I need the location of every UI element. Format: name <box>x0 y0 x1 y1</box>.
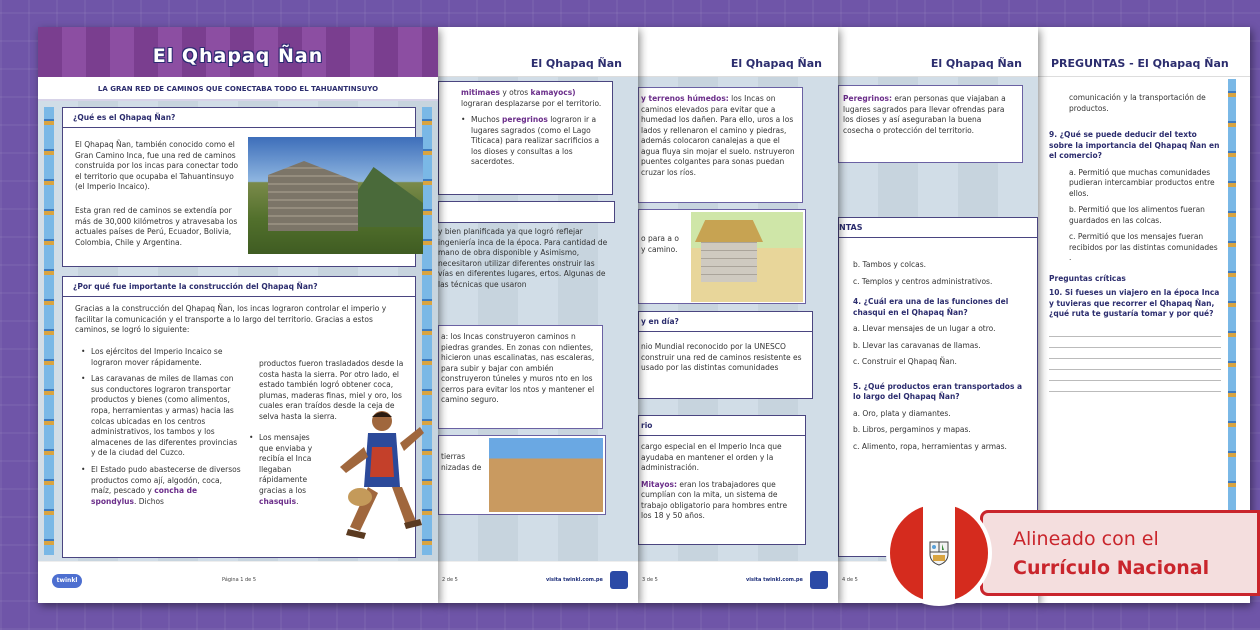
page-footer <box>438 561 638 603</box>
page-footer <box>638 561 838 603</box>
critical-questions-heading: Preguntas críticas <box>1049 273 1126 283</box>
page-3 <box>638 27 838 603</box>
website-link[interactable]: visita twinkl.com.pe <box>546 577 603 583</box>
section-heading: NTAS <box>839 218 1037 238</box>
paragraph: El Qhapaq Ñan, también conocido como el Gran Camino Inca, fue una red de caminos construida por los incas para conectar todo el territorio que ocupaba el Tahuantinsuyo (el Imperio Incaico). <box>75 140 239 192</box>
technique-text: los Incas on caminos elevados para evitar que a humedad los dañen. Para ello, uros a los lados y rellenaron el camino y piedras, además colocaron canalejas a que el agua fluya sin mojar el suelo. nstruyeron puentes colgantes para sonas puedan cruzar los ríos. <box>641 94 795 177</box>
technique-text: a: los Incas construyeron caminos n piedras grandes. En zonas con ndientes, hicieron unas escalinatas, nas escaleras, para subir y bajar con ambién construyeron túneles y muros nto en los cerros para evitar los ntos y mantener el camino seguro. <box>441 332 595 404</box>
page-title: El Qhapaq Ñan <box>152 45 324 67</box>
question-10: 10. Si fueses un viajero en la época Inca y tuvieras que recorrer el Qhapaq Ñan, ¿qué ruta te gustaría tomar y por qué? <box>1049 288 1220 318</box>
q5-option-a[interactable]: a. Oro, plata y diamantes. <box>853 408 951 418</box>
coat-of-arms-icon <box>928 540 950 566</box>
twinkl-logo: twinkl <box>52 574 82 588</box>
glossary-box <box>638 415 806 545</box>
q4-option-c[interactable]: c. Construir el Qhapaq Ñan. <box>853 357 957 366</box>
seal-icon <box>810 571 828 589</box>
question-9: 9. ¿Qué se puede deducir del texto sobre la importancia del Qhapaq Ñan en el comercio? <box>1049 130 1220 160</box>
bullet-peregrinos: • Muchos peregrinos lograron ir a lugares sagrados (como el Lago Titicaca) para realizar sacrificios a los dioses y consultas a los sacerdotes. <box>461 115 600 166</box>
option-a[interactable]: a. Permitió que muchas comunidades pudieran intercambiar productos entre ellos. <box>1069 167 1215 198</box>
question-4: 4. ¿Cuál era una de las funciones del chasqui en el Qhapaq Ñan? <box>853 297 1009 317</box>
page-header <box>838 27 1038 77</box>
chasqui-illustration <box>320 407 430 549</box>
bullet-item: • El Estado pudo abastecerse de diversos productos como ají, algodón, coca, maíz, pescado y concha de spondylus. Dichos <box>81 465 241 507</box>
page-1 <box>38 27 438 603</box>
today-heading: y en día? <box>639 312 812 332</box>
tambo-image <box>691 212 803 302</box>
decorative-strip <box>44 107 54 555</box>
term-peregrinos: Peregrinos: <box>843 94 892 103</box>
term-mitayos: Mitayos: <box>641 479 677 489</box>
decorative-strip <box>1228 79 1236 563</box>
page-2 <box>438 27 638 603</box>
q5-option-c[interactable]: c. Alimento, ropa, herramientas y armas. <box>853 441 1007 451</box>
question-8-remainder: comunicación y la transportación de productos. <box>1069 93 1206 113</box>
bullet-list <box>81 347 241 513</box>
glossary-text: cargo especial en el Imperio Inca que ayudaba en mantener el orden y la administración. <box>641 442 782 472</box>
continuation-box <box>438 81 613 195</box>
continuation-text: lograran desplazarse por el territorio. <box>461 98 602 108</box>
option-b[interactable]: b. Tambos y colcas. <box>853 260 927 269</box>
today-text: nio Mundial reconocido por la UNESCO construir una red de caminos resistente es usado por las distintas comunidades <box>641 342 802 372</box>
bullet-list <box>249 433 319 513</box>
term-mitayos-def: eran los trabajadores que cumplían con la mita, un sistema de trabajo obligatorio para hombres entre los 18 y 50 años. <box>641 479 788 520</box>
glossary-box <box>838 85 1023 163</box>
page-header-title: PREGUNTAS - El Qhapaq Ñan <box>1051 57 1229 70</box>
page-header-title: El Qhapaq Ñan <box>730 57 822 70</box>
section-heading: ¿Por qué fue importante la construcción del Qhapaq Ñan? <box>63 277 415 297</box>
page-header <box>438 27 638 77</box>
bullet-item: • Los mensajes que enviaba y recibía el Inca llegaban rápidamente gracias a los chasquis. <box>249 433 319 507</box>
term-peregrinos-def: eran personas que viajaban a lugares sagrados para llevar ofrendas para los dioses y así aseguraban la buena cosecha o protección del territorio. <box>843 94 1006 135</box>
q4-option-a[interactable]: a. Llevar mensajes de un lugar a otro. <box>853 324 996 333</box>
section-heading: ¿Qué es el Qhapaq Ñan? <box>63 108 415 128</box>
technique-box <box>438 325 603 429</box>
tambo-text: o para a o y camino. <box>641 234 679 254</box>
q5-option-b[interactable]: b. Libros, pergaminos y mapas. <box>853 425 971 434</box>
page-number: Página 1 de 5 <box>222 577 257 583</box>
section-bar <box>438 201 615 223</box>
technique-box <box>638 87 803 203</box>
question-9-options <box>1049 168 1221 264</box>
curriculum-banner <box>980 510 1260 596</box>
ruins-image <box>248 137 423 254</box>
term-mitimaes: mitimaes <box>461 88 500 97</box>
option-b[interactable]: b. Permitió que los alimentos fueran guardados en las colcas. <box>1069 205 1205 225</box>
desert-text: tierras nizadas de <box>441 452 482 472</box>
option-c[interactable]: c. Templos y centros administrativos. <box>853 276 993 286</box>
paragraph: Gracias a la construcción del Qhapaq Ñan, los incas lograron controlar el imperio y facilitar la comunicación y el transporte a lo largo del territorio. Gracias a estos caminos, se logró lo siguiente: <box>75 304 387 335</box>
bullet-item: • Las caravanas de miles de llamas con sus conductores lograron transportar productos y bienes (como alimentos, ropa, herramientas y armas) hacia las colcas ubicadas en los centros administrativos, los tambos y los almacenes de las diferentes provincias y de la ciudad del Cuzco. <box>81 374 241 459</box>
tambo-box <box>638 209 806 304</box>
page-number: 4 de 5 <box>842 577 858 583</box>
page-header <box>1037 27 1250 77</box>
question-5: 5. ¿Qué productos eran transportados a lo largo del Qhapaq Ñan? <box>853 381 1023 401</box>
glossary-heading: rio <box>639 416 805 436</box>
page-header-title: El Qhapaq Ñan <box>530 57 622 70</box>
page-subtitle: LA GRAN RED DE CAMINOS QUE CONECTABA TODO EL TAHUANTINSUYO <box>38 77 438 101</box>
technique-title: y terrenos húmedos: <box>641 94 729 103</box>
website-link[interactable]: visita twinkl.com.pe <box>746 577 803 583</box>
page-number: 3 de 5 <box>642 577 658 583</box>
planning-text: y bien planificada ya que logró reflejar ingeniería inca de la época. Para cantidad de mano de obra disponible y Asimismo, necesitaron utilizar diferentes onstruir las vías en diferentes lugares, ertos. Algunas de las técnicas que usaron <box>438 227 608 289</box>
today-box <box>638 311 813 399</box>
continuation-connector: y otros <box>499 88 531 97</box>
q4-option-b[interactable]: b. Llevar las caravanas de llamas. <box>853 340 981 350</box>
page-header-title: El Qhapaq Ñan <box>930 57 1022 70</box>
page-number: 2 de 5 <box>442 577 458 583</box>
page-header <box>638 27 838 77</box>
banner-line-1: Alineado con el <box>1013 528 1159 550</box>
desert-image <box>489 438 603 512</box>
answer-lines[interactable] <box>1049 336 1221 392</box>
bullet-item: • Los ejércitos del Imperio Incaico se lograron mover rápidamente. <box>81 347 241 368</box>
page-footer <box>38 561 438 603</box>
banner-line-2: Currículo Nacional <box>1013 557 1210 579</box>
option-c[interactable]: c. Permitió que los mensajes fueran recibidos por las distintas comunidades . <box>1069 232 1218 262</box>
seal-icon <box>610 571 628 589</box>
peru-flag-icon <box>886 500 992 606</box>
term-kamayocs: kamayocs) <box>530 88 576 97</box>
paragraph: Esta gran red de caminos se extendía por más de 30,000 kilómetros y atravesaba los actuales países de Perú, Ecuador, Bolivia, Colombia, Chile y Argentina. <box>75 206 238 247</box>
desert-box <box>438 435 606 515</box>
paragraph: productos fueron trasladados desde la costa hasta la sierra. Por otro lado, el estado también logró obtener coca, plumas, maderas finas, miel y oro, los cuales eran traídos desde la ceja de selva hasta la sierra. <box>259 359 404 421</box>
